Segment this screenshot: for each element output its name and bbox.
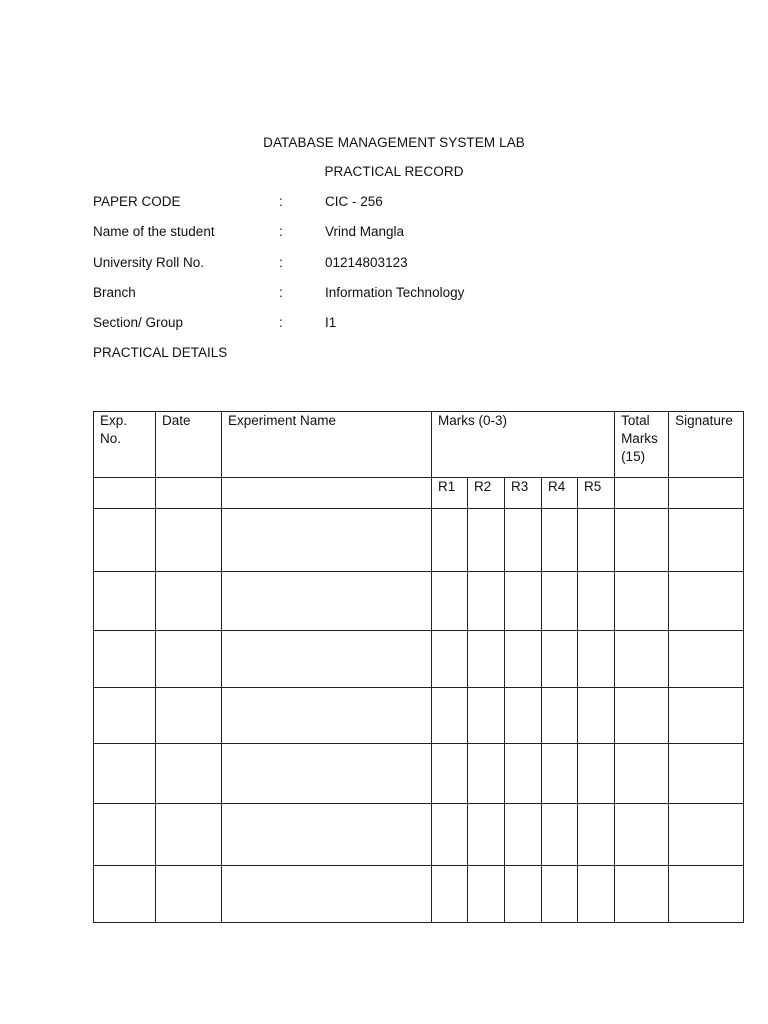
table-cell	[468, 509, 505, 572]
table-cell	[669, 509, 744, 572]
info-separator: :	[279, 315, 283, 330]
table-cell	[669, 866, 744, 923]
info-separator: :	[279, 224, 283, 239]
table-cell	[669, 744, 744, 804]
table-cell	[222, 866, 432, 923]
table-cell	[94, 572, 156, 631]
table-cell	[542, 866, 578, 923]
table-cell	[615, 866, 669, 923]
table-cell	[505, 688, 542, 744]
subheader-r5: R5	[578, 478, 615, 509]
table-cell	[669, 688, 744, 744]
info-label: PAPER CODE	[93, 194, 181, 209]
table-cell	[578, 572, 615, 631]
table-cell	[669, 631, 744, 688]
info-label: Name of the student	[93, 224, 215, 239]
table-cell	[468, 744, 505, 804]
table-cell	[432, 631, 468, 688]
header-exp-no: Exp. No.	[94, 412, 156, 478]
table-cell	[505, 631, 542, 688]
table-cell	[156, 572, 222, 631]
table-cell	[94, 631, 156, 688]
info-value: CIC - 256	[325, 194, 383, 209]
header-experiment-name: Experiment Name	[222, 412, 432, 478]
info-value: 01214803123	[325, 255, 408, 270]
table-cell	[542, 688, 578, 744]
table-cell	[505, 866, 542, 923]
table-subheader-row	[94, 478, 744, 509]
table-cell	[542, 572, 578, 631]
table-row	[94, 572, 744, 631]
table-cell	[432, 866, 468, 923]
table-cell	[222, 631, 432, 688]
table-cell	[578, 866, 615, 923]
table-cell	[222, 509, 432, 572]
info-label: University Roll No.	[93, 255, 205, 270]
info-separator: :	[279, 285, 283, 300]
table-cell	[156, 509, 222, 572]
table-cell	[669, 804, 744, 866]
table-body	[94, 509, 744, 923]
table-cell	[615, 744, 669, 804]
table-cell	[222, 688, 432, 744]
table-cell	[94, 688, 156, 744]
header-signature: Signature	[669, 412, 744, 478]
table-cell	[222, 744, 432, 804]
table-cell	[542, 509, 578, 572]
table-cell	[468, 688, 505, 744]
info-separator: :	[279, 255, 283, 270]
table-cell	[669, 572, 744, 631]
table-cell	[468, 572, 505, 631]
table-cell	[156, 744, 222, 804]
info-separator: :	[279, 194, 283, 209]
subheader-empty-cell	[222, 478, 432, 509]
table-cell	[94, 866, 156, 923]
table-cell	[578, 804, 615, 866]
info-value: I1	[325, 315, 337, 330]
table-cell	[615, 631, 669, 688]
table-cell	[542, 804, 578, 866]
table-cell	[222, 804, 432, 866]
table-cell	[432, 688, 468, 744]
table-header-row	[94, 412, 744, 478]
table-cell	[505, 509, 542, 572]
table-cell	[505, 744, 542, 804]
info-value: Information Technology	[325, 285, 465, 300]
info-value: Vrind Mangla	[325, 224, 405, 239]
table-cell	[222, 572, 432, 631]
table-cell	[578, 744, 615, 804]
subheader-r1: R1	[432, 478, 468, 509]
table-cell	[432, 509, 468, 572]
subheader-empty-cell	[615, 478, 669, 509]
table-cell	[432, 804, 468, 866]
table-cell	[156, 804, 222, 866]
table-cell	[468, 631, 505, 688]
table-cell	[505, 572, 542, 631]
table-cell	[156, 688, 222, 744]
table-row	[94, 509, 744, 572]
table-cell	[505, 804, 542, 866]
table-cell	[615, 804, 669, 866]
table-cell	[156, 631, 222, 688]
table-row	[94, 688, 744, 744]
table-cell	[156, 866, 222, 923]
info-label: Branch	[93, 285, 136, 300]
table-cell	[94, 509, 156, 572]
table-cell	[615, 572, 669, 631]
subheader-r3: R3	[505, 478, 542, 509]
document-subtitle: PRACTICAL RECORD	[324, 164, 464, 179]
table-cell	[468, 804, 505, 866]
document-title: DATABASE MANAGEMENT SYSTEM LAB	[263, 135, 525, 150]
section-title: PRACTICAL DETAILS	[93, 345, 228, 360]
table-cell	[94, 744, 156, 804]
table-cell	[432, 744, 468, 804]
table-cell	[432, 572, 468, 631]
table-cell	[542, 744, 578, 804]
table-row	[94, 866, 744, 923]
table-cell	[578, 509, 615, 572]
subheader-r2: R2	[468, 478, 505, 509]
practical-details-table	[93, 411, 744, 923]
table-cell	[94, 804, 156, 866]
subheader-empty-cell	[669, 478, 744, 509]
header-date: Date	[156, 412, 222, 478]
header-marks: Marks (0-3)	[432, 412, 615, 478]
table-cell	[615, 509, 669, 572]
subheader-empty-cell	[94, 478, 156, 509]
info-label: Section/ Group	[93, 315, 184, 330]
table-cell	[615, 688, 669, 744]
table-row	[94, 804, 744, 866]
table-cell	[578, 688, 615, 744]
table-row	[94, 744, 744, 804]
subheader-empty-cell	[156, 478, 222, 509]
subheader-r4: R4	[542, 478, 578, 509]
header-total-marks: Total Marks (15)	[615, 412, 669, 478]
table-cell	[468, 866, 505, 923]
table-cell	[542, 631, 578, 688]
table-cell	[578, 631, 615, 688]
table-row	[94, 631, 744, 688]
